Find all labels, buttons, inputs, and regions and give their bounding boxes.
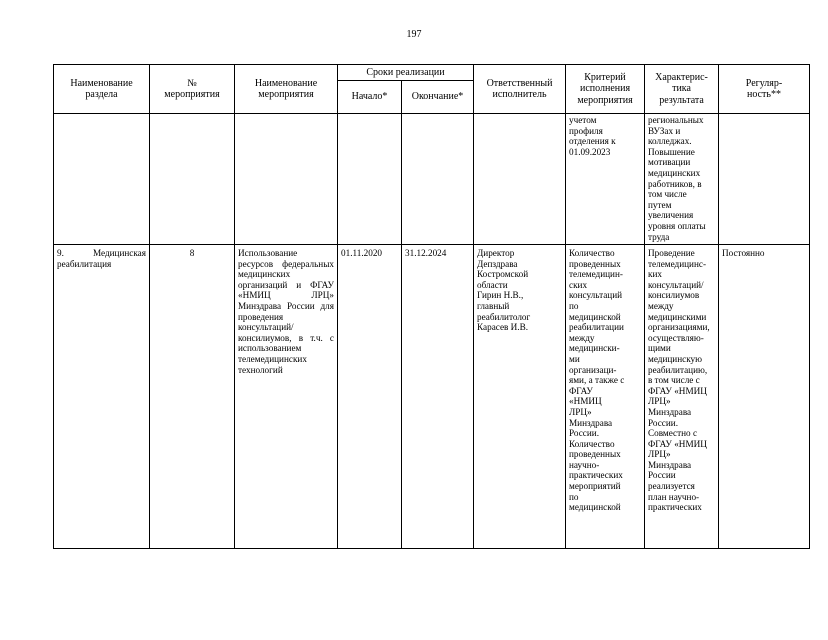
header-result: Характерис- тика результата	[645, 65, 719, 114]
continued-criterion-cell: учетом профиля отделения к 01.09.2023	[566, 114, 645, 245]
plan-table	[53, 64, 810, 549]
header-event-number: № мероприятия	[150, 65, 235, 114]
page-number: 197	[406, 29, 422, 40]
table-cell	[235, 114, 338, 245]
start-date-cell: 01.11.2020	[338, 245, 402, 549]
header-responsible: Ответственный исполнитель	[474, 65, 566, 114]
event-name-cell: Использование ресурсов федеральных медицинских организаций и ФГАУ «НМИЦ ЛРЦ» Минздрава России для проведения консультаций/консилиумов, в т.ч. с использованием телемедицинских технологий	[235, 245, 338, 549]
table-row-continued	[54, 114, 810, 245]
header-start: Начало*	[338, 81, 402, 114]
table-cell	[54, 114, 150, 245]
section-name-cell: 9. Медицинская реабилитация	[54, 245, 150, 549]
result-cell: Проведение телемедицинс- ких консультаций/ консилиумов между медицинскими организациями, осуществляю- щими медицинскую реабилитацию, в том числе с ФГАУ «НМИЦ ЛРЦ» Минздрава России. Совместно с ФГАУ «НМИЦ ЛРЦ» Минздрава России реализуется план научно- практических	[645, 245, 719, 549]
table-row-rehabilitation	[54, 245, 810, 549]
table-cell	[338, 114, 402, 245]
header-regularity: Регуляр- ность**	[719, 65, 810, 114]
table-cell	[402, 114, 474, 245]
header-event-name: Наименование мероприятия	[235, 65, 338, 114]
continued-result-cell: региональных ВУЗах и колледжах. Повышение мотивации медицинских работников, в том числе путем увеличения уровня оплаты труда	[645, 114, 719, 245]
end-date-cell: 31.12.2024	[402, 245, 474, 549]
header-row-1	[54, 65, 810, 81]
event-number-cell: 8	[150, 245, 235, 549]
criterion-cell: Количество проведенных телемедицин- ских консультаций по медицинской реабилитации между медицински- ми организаци- ями, а также с ФГАУ «НМИЦ ЛРЦ» Минздрава России. Количество проведенных научно- практических мероприятий по медицинской	[566, 245, 645, 549]
header-criterion: Критерий исполнения мероприятия	[566, 65, 645, 114]
header-section-name: Наименование раздела	[54, 65, 150, 114]
table-cell	[719, 114, 810, 245]
table-cell	[150, 114, 235, 245]
table-cell	[474, 114, 566, 245]
header-period: Сроки реализации	[338, 65, 474, 81]
regularity-cell: Постоянно	[719, 245, 810, 549]
responsible-cell: Директор Депздрава Костромской области Гирин Н.В., главный реабилитолог Карасев И.В.	[474, 245, 566, 549]
header-end: Окончание*	[402, 81, 474, 114]
